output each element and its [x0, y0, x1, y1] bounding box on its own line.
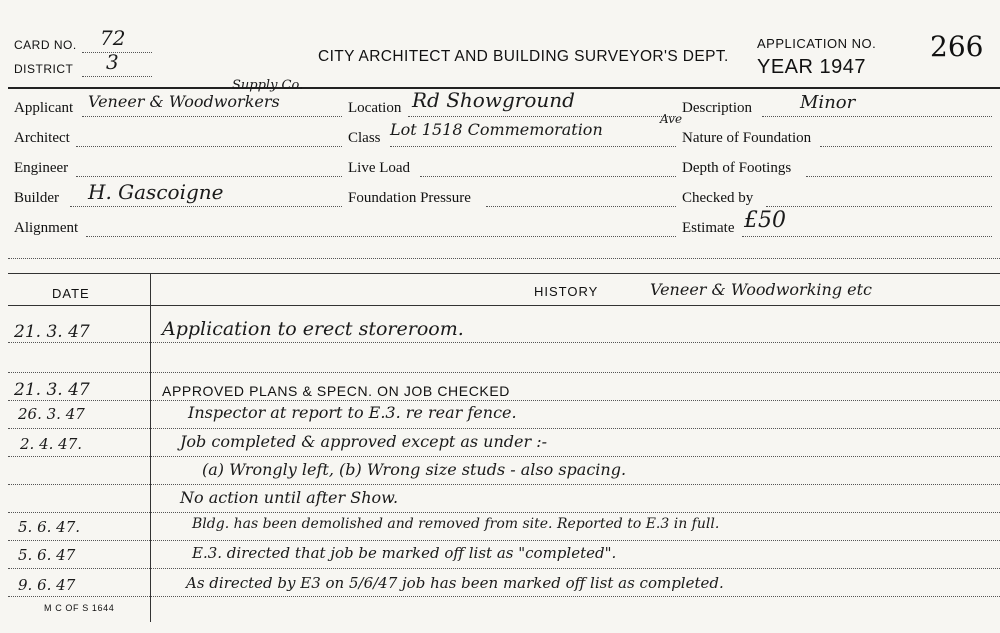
alignment-label: Alignment	[14, 220, 79, 236]
history-row-6-text: No action until after Show.	[180, 488, 399, 507]
location-label: Location	[348, 100, 402, 116]
application-no-label: APPLICATION NO.	[757, 36, 877, 51]
history-row-9-date: 9. 6. 47	[18, 576, 76, 594]
history-row-4-text: Job completed & approved except as under :-	[180, 432, 548, 451]
description-label: Description	[682, 100, 752, 116]
class-label: Class	[348, 130, 381, 146]
builder-value: H. Gascoigne	[88, 180, 224, 204]
architect-label: Architect	[14, 130, 70, 146]
class-value: Lot 1518 Commemoration	[390, 120, 603, 139]
history-row-9-text: As directed by E3 on 5/6/47 job has been marked off list as completed.	[186, 574, 724, 592]
history-column-header: HISTORY	[534, 284, 599, 299]
history-row-3-date: 26. 3. 47	[18, 405, 85, 423]
application-no-value: 266	[930, 30, 984, 63]
card-no-label: CARD NO.	[14, 38, 77, 52]
history-row-1-date: 21. 3. 47	[14, 322, 90, 342]
history-row-8-text: E.3. directed that job be marked off list as "completed".	[192, 544, 617, 562]
card-no-value: 72	[100, 26, 126, 50]
history-row-7-text: Bldg. has been demolished and removed from site. Reported to E.3 in full.	[192, 516, 720, 532]
location-value: Rd Showground	[412, 88, 575, 112]
history-row-7-date: 5. 6. 47.	[18, 518, 81, 536]
checked-by-label: Checked by	[682, 190, 754, 206]
history-header-annotation: Veneer & Woodworking etc	[650, 280, 873, 299]
date-column-header: DATE	[52, 286, 90, 301]
estimate-label: Estimate	[682, 220, 735, 236]
live-load-label: Live Load	[348, 160, 411, 176]
history-row-2-text: APPROVED PLANS & SPECN. ON JOB CHECKED	[162, 383, 510, 399]
year-label: YEAR 1947	[757, 56, 867, 78]
department-title: CITY ARCHITECT AND BUILDING SURVEYOR'S DEPT.	[318, 48, 729, 65]
history-row-1-text: Application to erect storeroom.	[162, 318, 464, 340]
history-row-2-date: 21. 3. 47	[14, 380, 90, 400]
builder-label: Builder	[14, 190, 59, 206]
applicant-value-above: Supply Co.	[232, 78, 304, 93]
description-value: Minor	[800, 92, 856, 113]
district-value: 3	[106, 50, 119, 74]
district-label: DISTRICT	[14, 62, 74, 76]
depth-of-footings-label: Depth of Footings	[682, 160, 792, 176]
nature-of-foundation-label: Nature of Foundation	[682, 130, 812, 146]
estimate-value: £50	[744, 208, 786, 233]
class-value-extra: Ave	[660, 112, 683, 126]
history-row-4-date: 2. 4. 47.	[20, 435, 83, 453]
history-row-5-text: (a) Wrongly left, (b) Wrong size studs - also spacing.	[202, 460, 627, 479]
history-row-3-text: Inspector at report to E.3. re rear fence.	[188, 403, 517, 422]
engineer-label: Engineer	[14, 160, 69, 176]
applicant-value: Veneer & Woodworkers	[88, 92, 280, 111]
foundation-pressure-label: Foundation Pressure	[348, 190, 471, 206]
applicant-label: Applicant	[14, 100, 74, 116]
history-row-8-date: 5. 6. 47	[18, 546, 76, 564]
form-code: M C OF S 1644	[44, 603, 115, 613]
